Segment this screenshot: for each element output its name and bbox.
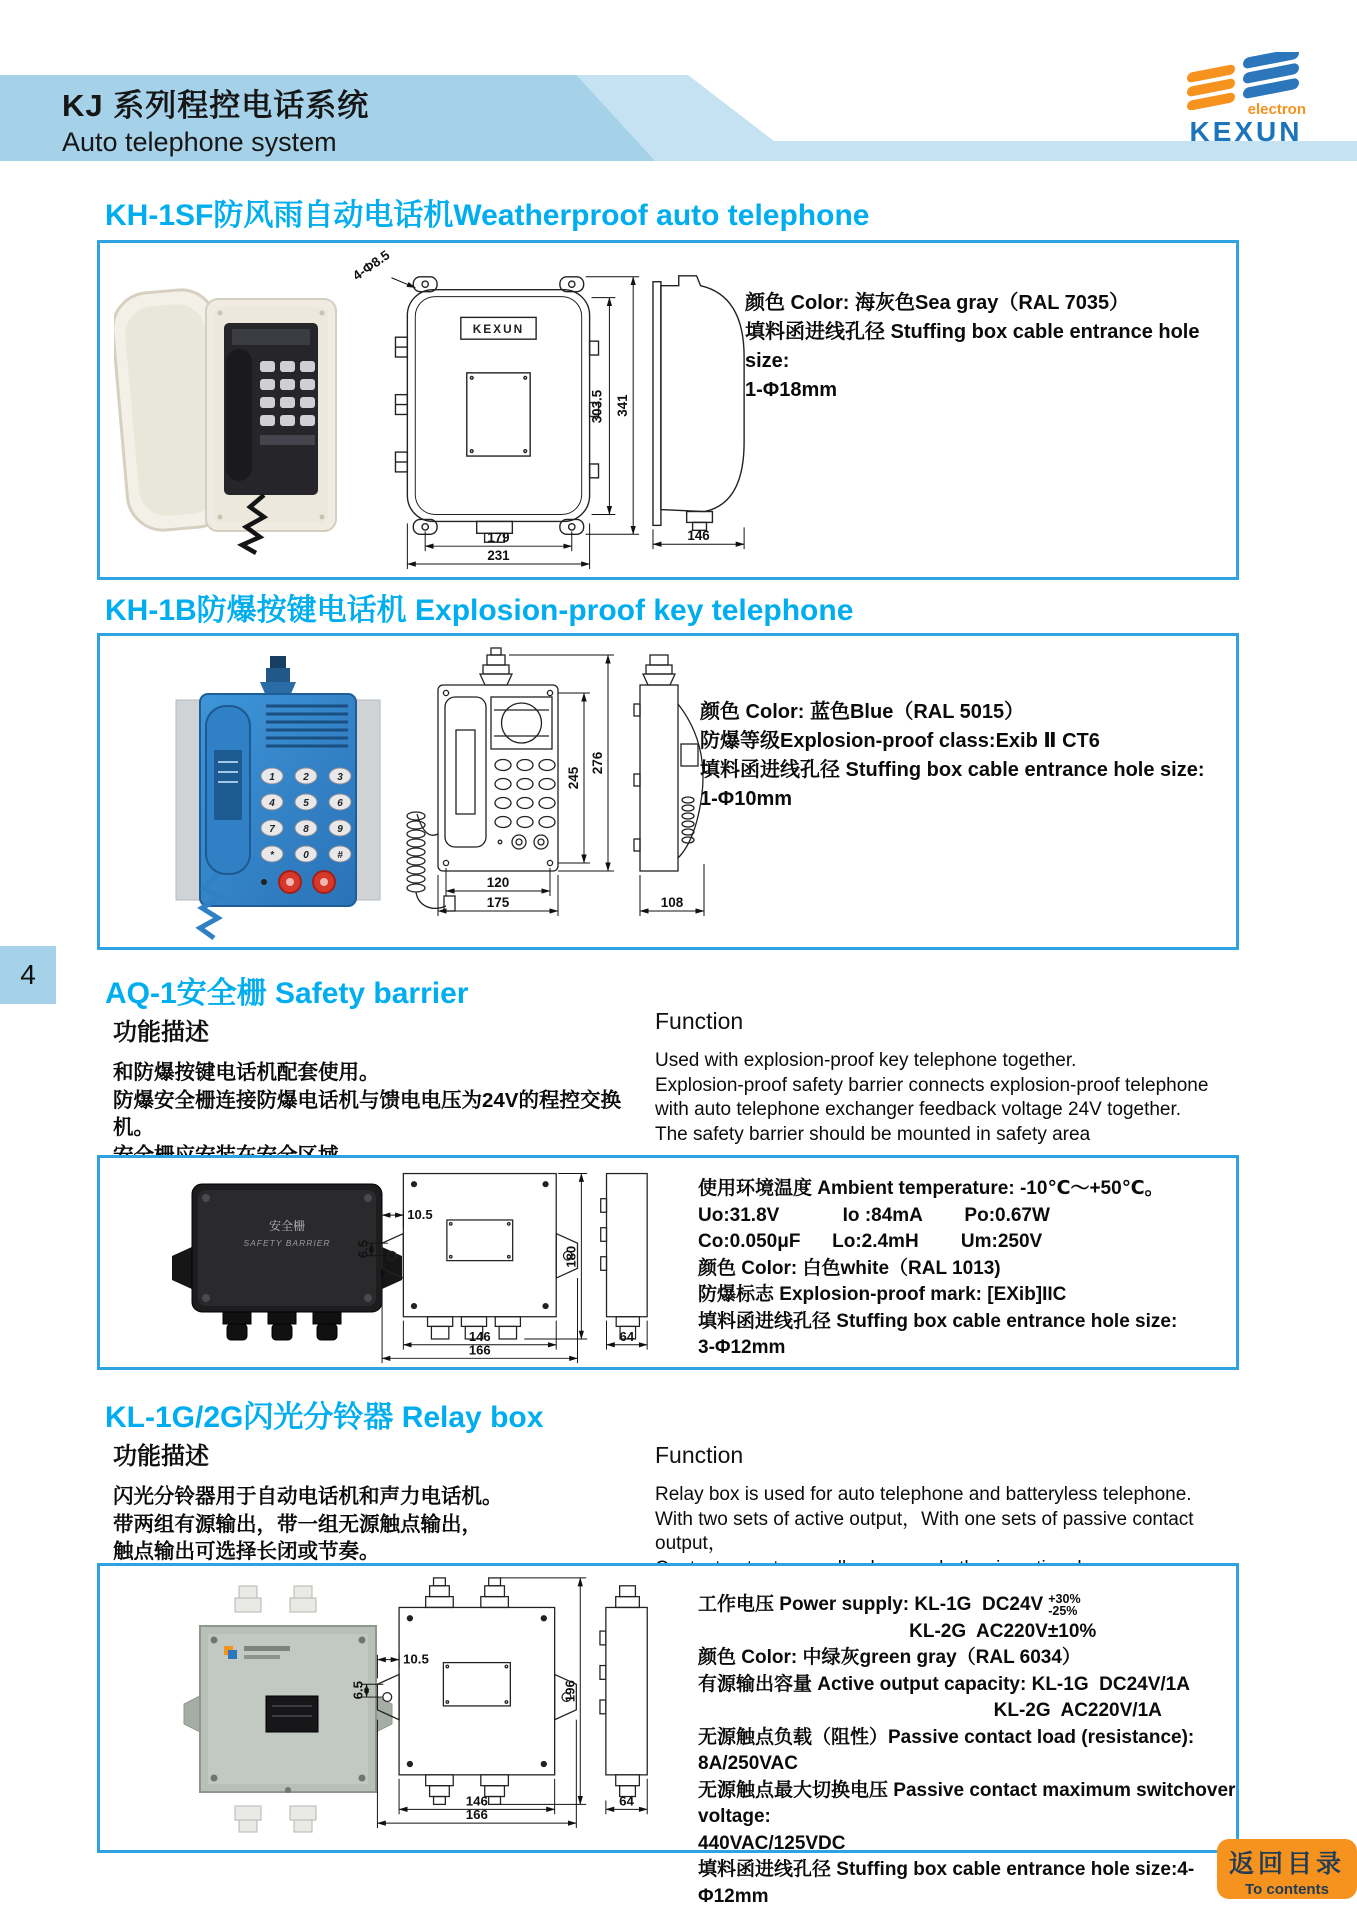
dim-h-inner: 146 bbox=[465, 1793, 488, 1809]
function-zh-line: 闪光分铃器用于自动电话机和声力电话机。 bbox=[113, 1485, 503, 1508]
kl-box bbox=[97, 1563, 1241, 1907]
dim-v-inner: 303.5 bbox=[589, 389, 605, 424]
logo-brand-text: KEXUN bbox=[1189, 116, 1303, 147]
function-en-line: with auto telephone exchanger feedback voltage 24V together. bbox=[655, 1099, 1182, 1120]
dim-v: 196 bbox=[562, 1680, 578, 1703]
function-zh-line: 和防爆按键电话机配套使用。 bbox=[113, 1061, 380, 1084]
kl-function-en bbox=[655, 1442, 1255, 1581]
key-2: 2 bbox=[303, 772, 309, 783]
spec-line: 有源输出容量 Active output capacity: KL-1G DC24V/1A bbox=[698, 1673, 1190, 1695]
dim-side: 108 bbox=[660, 895, 684, 910]
function-zh-heading: 功能描述 bbox=[113, 1443, 209, 1470]
spec-line: 填料函进线孔径 Stuffing box cable entrance hole size: bbox=[745, 321, 1206, 372]
kh1sf-product-photo bbox=[114, 265, 344, 557]
kh1b-specs bbox=[700, 698, 1205, 814]
function-zh-line: 带两组有源输出，带一组无源触点输出， bbox=[113, 1512, 482, 1536]
kl-specs bbox=[698, 1592, 1241, 1910]
aq1-function-en bbox=[655, 1008, 1255, 1147]
header-titles bbox=[62, 80, 369, 158]
back-to-contents-button[interactable] bbox=[1217, 1839, 1357, 1899]
dim-h-outer: 175 bbox=[486, 895, 510, 910]
tolerance-bottom: -25% bbox=[1048, 1604, 1078, 1618]
section-title-kh1sf: KH-1SF防风雨自动电话机Weatherproof auto telephone bbox=[105, 199, 870, 232]
section-title-kh1b: KH-1B防爆按键电话机 Explosion-proof key telephone bbox=[105, 594, 854, 627]
back-button-label-zh: 返回目录 bbox=[1228, 1850, 1345, 1878]
key-0: 0 bbox=[303, 850, 309, 861]
kh1sf-technical-drawing bbox=[340, 246, 756, 573]
key-4: 4 bbox=[269, 798, 275, 809]
dim-hole: 4-Φ8.5 bbox=[349, 247, 393, 284]
dim-h-inner: 120 bbox=[486, 875, 510, 890]
dim-v-inner: 245 bbox=[566, 766, 581, 790]
spec-line: 防爆标志 Explosion-proof mark: [EXib]IIC bbox=[698, 1284, 1067, 1305]
spec-line: 1-Φ18mm bbox=[745, 379, 838, 401]
key-1: 1 bbox=[269, 772, 275, 783]
dim-h-outer: 166 bbox=[465, 1807, 488, 1823]
key-5: 5 bbox=[303, 798, 309, 809]
spec-line: KL-2G AC220V/1A bbox=[698, 1700, 1162, 1721]
dim-tab-w: 10.5 bbox=[403, 1651, 429, 1667]
function-zh-heading: 功能描述 bbox=[113, 1019, 209, 1046]
spec-line: 颜色 Color: 白色white（RAL 1013) bbox=[698, 1257, 1001, 1279]
spec-line: 颜色 Color: 蓝色Blue（RAL 5015） bbox=[700, 701, 1025, 723]
key-7: 7 bbox=[269, 824, 275, 835]
page-number: 4 bbox=[20, 959, 36, 990]
dim-v-outer: 341 bbox=[615, 394, 631, 417]
kh1sf-specs bbox=[745, 289, 1236, 405]
tolerance-stack bbox=[1048, 1593, 1080, 1617]
kh1b-technical-drawing bbox=[390, 644, 710, 944]
spec-line: 颜色 Color: 海灰色Sea gray（RAL 7035） bbox=[745, 292, 1130, 314]
function-en-line: Explosion-proof safety barrier connects explosion-proof telephone bbox=[655, 1074, 1209, 1096]
spec-line-power bbox=[698, 1592, 1236, 1619]
spec-line: 防爆等级Explosion-proof class:Exib Ⅱ CT6 bbox=[700, 730, 1100, 752]
spec-line: 无源触点最大切换电压 Passive contact maximum switchover voltage: bbox=[698, 1779, 1241, 1827]
function-en-line: The safety barrier should be mounted in safety area bbox=[655, 1123, 1091, 1145]
dim-h-outer: 166 bbox=[468, 1342, 491, 1358]
photo-label-en: SAFETY BARRIER bbox=[243, 1238, 331, 1248]
spec-line: 填料函进线孔径 Stuffing box cable entrance hole size: bbox=[700, 759, 1205, 781]
dim-tab-w: 10.5 bbox=[407, 1207, 433, 1223]
kh1b-box bbox=[97, 633, 1239, 950]
aq1-function-zh bbox=[113, 1012, 653, 1169]
logo-electron-text: electron bbox=[1247, 101, 1306, 118]
spec-line: 3-Φ12mm bbox=[698, 1337, 786, 1358]
key-6: 6 bbox=[337, 798, 343, 809]
tolerance-top: +30% bbox=[1048, 1592, 1081, 1606]
function-en-heading: Function bbox=[655, 1008, 744, 1034]
kh1b-product-photo bbox=[148, 650, 408, 942]
key-9: 9 bbox=[337, 824, 343, 835]
spec-line: 填料函进线孔径 Stuffing box cable entrance hole size:4-Φ12mm bbox=[698, 1859, 1195, 1907]
page-title-en: Auto telephone system bbox=[62, 127, 337, 157]
function-en-heading: Function bbox=[655, 1442, 744, 1468]
dim-v: 180 bbox=[563, 1245, 579, 1268]
function-en-line: Relay box is used for auto telephone and batteryless telephone. bbox=[655, 1484, 1192, 1505]
dim-side: 64 bbox=[619, 1793, 634, 1809]
dim-side: 146 bbox=[687, 528, 710, 544]
key-3: 3 bbox=[337, 772, 343, 783]
function-en-line: With two sets of active output，With one sets of passive contact output， bbox=[655, 1508, 1194, 1554]
aq1-specs bbox=[698, 1176, 1177, 1362]
function-zh-line: 触点输出可选择长闭或节奏。 bbox=[113, 1540, 380, 1563]
kl-technical-drawing bbox=[338, 1572, 663, 1830]
kexun-logo bbox=[1176, 52, 1316, 148]
spec-line: 填料函进线孔径 Stuffing box cable entrance hole size: bbox=[698, 1310, 1178, 1332]
function-zh-line: 防爆安全栅连接防爆电话机与馈电电压为24V的程控交换机。 bbox=[113, 1088, 621, 1139]
aq1-box bbox=[97, 1155, 1239, 1370]
dim-side: 64 bbox=[619, 1328, 635, 1344]
spec-line: Uo:31.8V Io :84mA Po:0.67W bbox=[698, 1204, 1050, 1226]
key-hash: # bbox=[337, 850, 343, 861]
dim-tab-off: 6.5 bbox=[350, 1680, 366, 1700]
back-button-label-en: To contents bbox=[1245, 1881, 1329, 1898]
photo-label-zh: 安全栅 bbox=[268, 1219, 306, 1233]
section-title-kl: KL-1G/2G闪光分铃器 Relay box bbox=[105, 1401, 544, 1434]
header-band bbox=[0, 75, 1357, 161]
function-en-line: Used with explosion-proof key telephone together. bbox=[655, 1050, 1077, 1071]
dim-v-outer: 276 bbox=[590, 751, 605, 775]
aq1-technical-drawing bbox=[338, 1160, 668, 1368]
section-title-aq1: AQ-1安全栅 Safety barrier bbox=[105, 977, 469, 1010]
spec-line: KL-2G AC220V±10% bbox=[698, 1620, 1097, 1642]
spec-line: 使用环境温度 Ambient temperature: -10℃～+50℃。 bbox=[698, 1178, 1164, 1199]
page-title-zh: KJ 系列程控电话系统 bbox=[62, 88, 370, 123]
kh1sf-box bbox=[97, 240, 1239, 580]
drawing-brand-label: KEXUN bbox=[472, 322, 525, 337]
key-8: 8 bbox=[303, 824, 309, 835]
spec-line: Co:0.050μF Lo:2.4mH Um:250V bbox=[698, 1231, 1043, 1252]
page-number-tab bbox=[0, 946, 56, 1004]
dim-h-outer: 231 bbox=[487, 548, 510, 564]
dim-h-inner: 146 bbox=[468, 1328, 491, 1344]
kl-function-zh bbox=[113, 1436, 653, 1566]
spec-line: 无源触点负载（阻性）Passive contact load (resistance): 8A/250VAC bbox=[698, 1726, 1200, 1774]
spec-line: 440VAC/125VDC bbox=[698, 1832, 846, 1854]
key-star: * bbox=[270, 850, 274, 861]
dim-h-inner: 179 bbox=[487, 530, 510, 546]
spec-power-text: 工作电压 Power supply: KL-1G DC24V bbox=[698, 1594, 1044, 1615]
spec-line: 颜色 Color: 中绿灰green gray（RAL 6034） bbox=[698, 1647, 1081, 1668]
dim-tab-off: 6.5 bbox=[355, 1239, 371, 1259]
spec-line: 1-Φ10mm bbox=[700, 788, 793, 810]
